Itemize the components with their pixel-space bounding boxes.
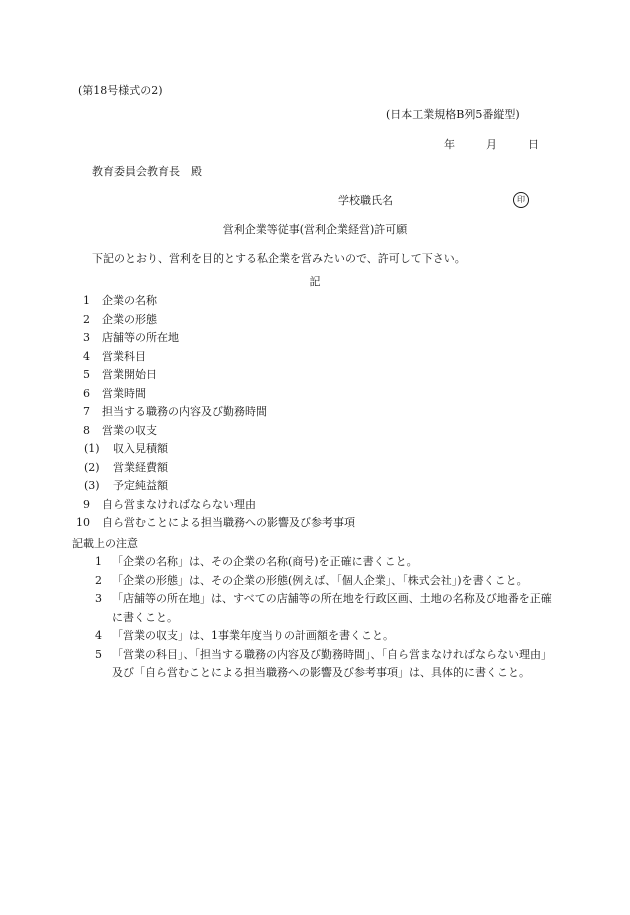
- note-item: [72, 572, 562, 591]
- item-label: 自ら営むことによる担当職務への影響及び参考事項: [102, 516, 355, 529]
- item-label: 企業の形態: [102, 312, 157, 326]
- note-text: 「企業の形態」は、その企業の形態(例えば、「個人企業」、「株式会社」)を書くこと。: [112, 573, 528, 587]
- item-label: 営業時間: [102, 386, 146, 400]
- item-number: (3): [84, 479, 100, 492]
- list-item: [68, 311, 608, 330]
- note-number: 1: [95, 555, 102, 568]
- item-number: 10: [76, 516, 90, 529]
- date-day-label: 日: [528, 138, 539, 151]
- notes-list: [72, 553, 562, 683]
- date-month-label: 月: [486, 138, 497, 151]
- item-label: 営業開始日: [102, 368, 157, 381]
- seal-mark-icon: 印: [513, 192, 529, 208]
- note-text: 「営業の科目」、「担当する職務の内容及び勤務時間」、「自ら営まなければならない理由」及び「自ら営むことによる担当職務への影響及び参考事項」は、具体的に書くこと。: [112, 647, 552, 679]
- note-text: 「企業の名称」は、その企業の名称(商号)を正確に書くこと。: [112, 555, 418, 568]
- item-number: 2: [83, 312, 90, 326]
- item-number: 8: [83, 423, 90, 437]
- note-item: [72, 553, 562, 572]
- item-number: 5: [83, 368, 90, 381]
- note-number: 5: [95, 647, 102, 661]
- note-item: [72, 590, 562, 627]
- note-item: [72, 627, 562, 646]
- note-number: 3: [95, 592, 102, 605]
- item-number: 7: [83, 405, 90, 418]
- note-text: 「営業の収支」は、1事業年度当りの計画額を書くこと。: [112, 629, 394, 642]
- note-item: [72, 646, 562, 683]
- paper-standard-note: (日本工業規格B列5番縦型): [386, 108, 520, 121]
- list-item: [68, 366, 608, 385]
- list-item: [68, 385, 608, 404]
- ki-heading: 記: [309, 275, 321, 288]
- item-number: 4: [83, 349, 90, 363]
- item-label: 収入見積額: [113, 442, 168, 455]
- item-label: 企業の名称: [102, 294, 157, 307]
- item-label: 店舗等の所在地: [102, 331, 179, 344]
- list-item: [68, 329, 608, 348]
- item-list: [68, 292, 608, 533]
- item-number: 3: [83, 331, 90, 344]
- list-item: [68, 292, 608, 311]
- item-number: 6: [83, 386, 90, 400]
- notes-heading: 記載上の注意: [72, 537, 138, 550]
- item-number: 9: [83, 497, 90, 511]
- date-year-label: 年: [444, 138, 455, 151]
- addressee: 教育委員会教育長 殿: [92, 165, 202, 178]
- note-text: 「店舗等の所在地」は、すべての店舗等の所在地を行政区画、土地の名称及び地番を正確に書くこと。: [112, 592, 552, 624]
- document-title: 営利企業等従事(営利企業経営)許可願: [222, 223, 408, 236]
- list-item: [68, 496, 608, 515]
- list-item: [68, 440, 608, 459]
- item-label: 営業科目: [102, 349, 146, 363]
- note-number: 2: [95, 573, 102, 587]
- list-item: [68, 403, 608, 422]
- list-item: [68, 514, 608, 533]
- form-number: (第18号様式の2): [78, 84, 163, 97]
- item-label: 担当する職務の内容及び勤務時間: [102, 405, 267, 418]
- signature-label: 学校職氏名: [338, 194, 393, 207]
- item-label: 予定純益額: [113, 479, 168, 492]
- list-item: [68, 459, 608, 478]
- date-line: [444, 138, 539, 152]
- list-item: [68, 477, 608, 496]
- item-number: (2): [84, 460, 100, 474]
- item-number: (1): [84, 442, 100, 455]
- intro-text: 下記のとおり、営利を目的とする私企業を営みたいので、許可して下さい。: [92, 252, 466, 265]
- item-label: 営業経費額: [113, 460, 168, 474]
- list-item: [68, 422, 608, 441]
- item-label: 自ら営まなければならない理由: [102, 497, 256, 511]
- item-label: 営業の収支: [102, 423, 157, 437]
- list-item: [68, 348, 608, 367]
- item-number: 1: [83, 294, 90, 307]
- note-number: 4: [95, 629, 102, 642]
